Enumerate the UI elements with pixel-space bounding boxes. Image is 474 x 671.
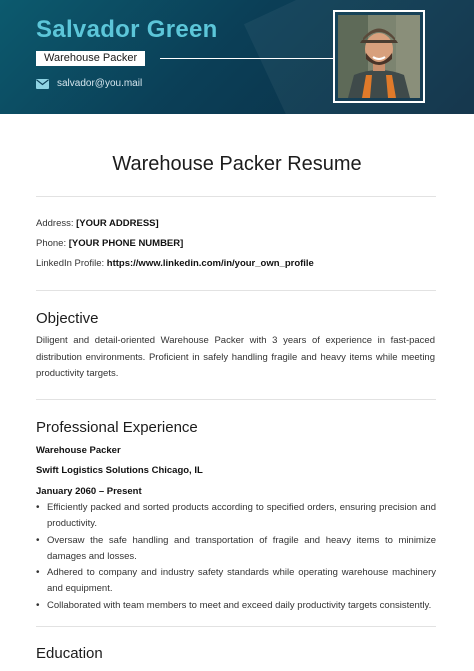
experience-company: Swift Logistics Solutions Chicago, IL (36, 465, 203, 476)
phone-value: [YOUR PHONE NUMBER] (68, 238, 184, 249)
linkedin-line (36, 258, 314, 269)
resume-header (0, 0, 474, 114)
address-value: [YOUR ADDRESS] (76, 218, 159, 229)
experience-dates: January 2060 – Present (36, 486, 142, 497)
divider (36, 290, 436, 291)
phone-line (36, 238, 183, 249)
address-label: Address: (36, 218, 74, 229)
linkedin-value[interactable]: https://www.linkedin.com/in/your_own_profile (106, 258, 314, 269)
bullet-text: Collaborated with team members to meet and exceed daily productivity targets consistently. (47, 599, 432, 611)
education-heading: Education (36, 645, 103, 662)
list-item (36, 500, 436, 532)
list-item (36, 598, 436, 614)
divider (36, 399, 436, 400)
divider (36, 626, 436, 627)
bullet-text: Efficiently packed and sorted products according to specified orders, ensuring precision and productivity. (47, 502, 436, 529)
document-title: Warehouse Packer Resume (112, 153, 362, 175)
job-title-badge: Warehouse Packer (36, 51, 145, 66)
bullet-icon: • (36, 599, 40, 611)
mail-icon (36, 79, 49, 89)
email-text[interactable]: salvador@you.mail (57, 78, 143, 89)
address-line (36, 218, 159, 229)
experience-role: Warehouse Packer (36, 445, 121, 456)
photo-frame (333, 10, 425, 103)
bullet-text: Oversaw the safe handling and transportation of fragile and heavy items to minimize damages and losses. (47, 534, 436, 562)
experience-heading: Professional Experience (36, 419, 198, 436)
candidate-name: Salvador Green (36, 16, 218, 43)
title-underline (160, 58, 334, 59)
list-item (36, 533, 436, 565)
linkedin-label: LinkedIn Profile: (36, 258, 105, 269)
bullet-icon: • (36, 567, 40, 578)
experience-bullets (36, 500, 436, 614)
phone-label: Phone: (36, 238, 67, 249)
list-item (36, 565, 436, 597)
bullet-text: Adhered to company and industry safety standards while operating warehouse machinery and equipment. (47, 567, 436, 594)
objective-heading: Objective (36, 310, 99, 327)
divider (36, 196, 436, 197)
bullet-icon: • (36, 502, 40, 513)
bullet-icon: • (36, 534, 40, 546)
portrait-photo (338, 15, 420, 98)
email-row (36, 78, 142, 89)
objective-text: Diligent and detail-oriented Warehouse Packer with 3 years of experience in fast-paced distribution environments. Proficient in safely handling fragile and heavy items while meeting productivity targets. (36, 335, 435, 379)
